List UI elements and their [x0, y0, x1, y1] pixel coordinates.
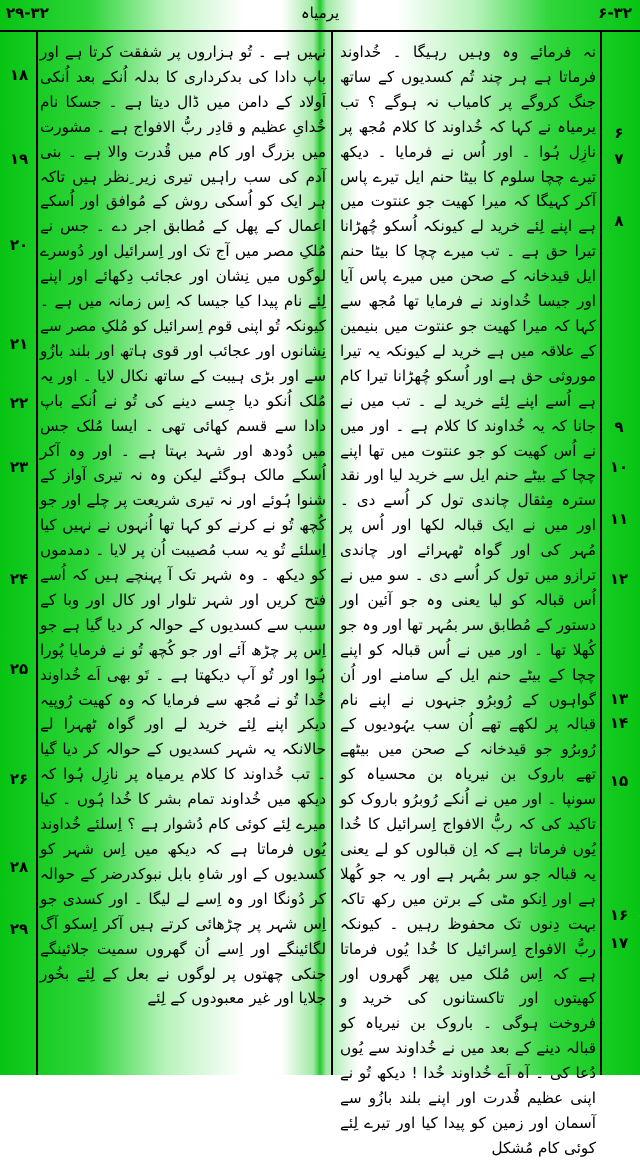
verse-number: ۱۵	[609, 772, 629, 790]
header-chapter-range-right: ۶-۳۲	[598, 4, 632, 22]
verse-number: ۱۳	[609, 690, 629, 708]
verse-number: ۲۵	[9, 660, 29, 678]
verse-number: ۲۳	[9, 458, 29, 476]
header-chapter-range-left: ۲۹-۳۲	[6, 4, 49, 22]
verse-number: ۱۲	[609, 570, 629, 588]
verse-number: ۶	[614, 124, 624, 142]
verse-number: ۲۰	[9, 236, 29, 254]
verse-number: ۱۷	[609, 934, 629, 952]
verse-number: ۲۶	[9, 770, 29, 788]
verse-number: ۱۱	[609, 510, 629, 528]
column-divider	[331, 32, 333, 1075]
right-margin-rule	[600, 32, 602, 1075]
verse-number: ۲۱	[9, 335, 29, 353]
verse-number: ۲۹	[9, 920, 29, 938]
verse-number: ۷	[614, 150, 624, 168]
page-header	[0, 0, 640, 32]
left-margin-rule	[36, 32, 38, 1075]
verse-number: ۲۲	[9, 394, 29, 412]
verse-number: ۱۸	[9, 66, 29, 84]
verse-number: ۹	[614, 418, 624, 436]
right-text-column: نہ فرمائے وہ وہیں رہیگا ۔ خُداوند فرماتا ہے ہر چند تُم کسدیوں کے ساتھ جنگ کروگے پر کامیاب نہ ہوگے ؟ تب یرمیاہ نے کہا کہ خُداوند کا کلام مُجھ پر نازِل ہُوا ۔ اور اُس نے فرمایا ۔ دیکھ تیرے چچا سلوم کا بیٹا حنم ایل تیرے پاس آکر کہیگا کہ میرا کھیت جو عنتوت میں ہے اپنے لِئے خرید لے کیونکہ اُسکو چُھڑانا تیرا حق ہے ۔ تب میرے چچا کا بیٹا حنم ایل قیدخانہ کے صحن میں میرے پاس آیا اور جیسا خُداوند نے فرمایا تھا مُجھ سے کہا کہ میرا کھیت جو عنتوت میں بنیمین کے علاقہ میں ہے خرید لے کیونکہ یہ تیرا موروثی حق ہے اور اُسکو چُھڑانا تیرا کام ہے اُسے اپنے لِئے خرید لے ۔ تب میں نے جانا کہ یہ خُداوند کا کلام ہے ۔ اور میں نے اُس کھیت کو جو عنتوت میں تھا اپنے چچا کے بیٹے حنم ایل سے خرید لیا اور نقد سترہ مِثقال چاندی تول کر اُسے دی ۔ اور میں نے ایک قبالہ لکھا اور اُس پر مُہر کی اور گواہ ٹھہرائے اور چاندی ترازو میں تول کر اُسے دی ۔ سو میں نے اُس قبالہ کو لیا یعنی وہ جو آئین اور دستور کے مُطابق سر بمُہر تھا اور وہ جو کُھلا تھا ۔ اور میں نے اُس قبالہ کو اپنے چچا کے بیٹے حنم ایل کے سامنے اور اُن گواہوں کے رُوبرُو جنہوں نے اپنے نام قبالہ پر لکھے تھے اُن سب یہُودیوں کے رُوبرُو جو قیدخانہ کے صحن میں بیٹھے تھے باروک بن نیریاہ بن محسیاہ کو سونپا ۔ اور میں نے اُنکے رُوبرُو باروک کو تاکید کی کہ ربُّ الافواج اِسرائیل کا خُدا یُوں فرماتا ہے کہ اِن قبالوں کو لے یعنی یہ قبالہ جو سر بمُہر ہے اور یہ جو کُھلا ہے اور اِنکو مٹی کے برتن میں رکھ تاکہ بہت دِنوں تک محفوظ رہیں ۔ کیونکہ ربُّ الافواج اِسرائیل کا خُدا یُوں فرماتا ہے کہ اِس مُلک میں پھر گھروں اور کھیتوں اور تاکستانوں کی خرید و فروخت ہوگی ۔ باروک بن نیریاہ کو قبالہ دینے کے بعد میں نے خُداوند سے یُوں دُعا کی ۔ آہ اَے خُداوند خُدا ! دیکھ تُو نے اپنی عظیم قُدرت اور اپنے بلند بازُو سے آسمان اور زمین کو پیدا کیا اور تیرے لِئے کوئی کام مُشکل	[340, 43, 596, 1157]
left-text-column: نہیں ہے ۔ تُو ہزاروں پر شفقت کرتا ہے اور باپ دادا کی بدکرداری کا بدلہ اُنکے بعد اُنکی اَولاد کے دامن میں ڈال دیتا ہے ۔ جسکا نام خُدایِ عظیم و قادِر ربُّ الافواج ہے ۔ مشورت میں بزرگ اور کام میں قُدرت والا ہے ۔ بنی آدم کی سب راہیں تیری زیر ِنظر ہیں تاکہ ہر ایک کو اُسکی روش کے مُوافق اور اُسکے اعمال کے پھل کے مُطابق اجر دے ۔ جس نے مُلکِ مصر میں آج تک اور اِسرائیل اور دُوسرے لوگوں میں نِشان اور عجائب دِکھائے اور اپنے لِئے نام پیدا کیا جیسا کہ اِس زمانہ میں ہے ۔ کیونکہ تُو اپنی قوم اِسرائیل کو مُلکِ مصر سے نِشانوں اور عجائب اور قوی ہاتھ اور بلند بازُو سے اور بڑی ہیبت کے ساتھ نکال لایا ۔ اور یہ مُلک اُنکو دیا جِسے دینے کی تُو نے اُنکے باپ دادا سے قسم کھائی تھی ۔ ایسا مُلک جس میں دُودھ اور شہد بہتا ہے ۔ اور وہ آکر اُسکے مالک ہوگئے لیکن وہ نہ تیری آواز کے شنوا ہُوئے اور نہ تیری شریعت پر چلے اور جو کُچھ تُو نے کرنے کو کہا تھا اُنہوں نے نہیں کیا اِسلئے تُو یہ سب مُصیبت اُن پر لایا ۔ دمدموں کو دیکھ ۔ وہ شہر تک آ پہنچے ہیں کہ اُسے فتح کریں اور شہر تلوار اور کال اور وبا کے سبب سے کسدیوں کے حوالہ کر دیا گیا ہے جو اِس پر چڑھ آئے اور جو کُچھ تُو نے فرمایا پُورا ہُوا اور تُو آپ دیکھتا ہے ۔ تَو بھی اَے خُداوند خُدا تُو نے مُجھ سے فرمایا کہ وہ کھیت رُوپیہ دیکر اپنے لِئے خرید لے اور گواہ ٹھہرا لے حالانکہ یہ شہر کسدیوں کے حوالہ کر دیا گیا ۔ تب خُداوند کا کلام یرمیاہ پر نازِل ہُوا کہ دیکھ میں خُداوند تمام بشر کا خُدا ہُوں ۔ کیا میرے لِئے کوئی کام دُشوار ہے ؟ اِسلئے خُداوند یُوں فرماتا ہے کہ دیکھ میں اِس شہر کو کسدیوں کے اور شاہِ بابل نبوکدرضر کے حوالہ کر دُونگا اور وہ اِسے لے لیگا ۔ اور کسدی جو اِس شہر پر چڑھائی کرتے ہیں آکر اِسکو آگ لگائینگے اور اِسے اُن گھروں سمیت جلائینگے جنکی چھتوں پر لوگوں نے بعل کے لِئے بخُور جلایا اور غیر معبودوں کے لِئے	[40, 43, 326, 1008]
verse-number: ۱۴	[609, 714, 629, 732]
verse-number: ۱۹	[9, 150, 29, 168]
verse-number: ۱۶	[609, 906, 629, 924]
verse-number: ۸	[614, 212, 624, 230]
verse-number: ۱۰	[609, 458, 629, 476]
verse-number: ۲۸	[9, 858, 29, 876]
verse-number: ۲۴	[9, 570, 29, 588]
book-title: یرمیاہ	[300, 4, 340, 22]
